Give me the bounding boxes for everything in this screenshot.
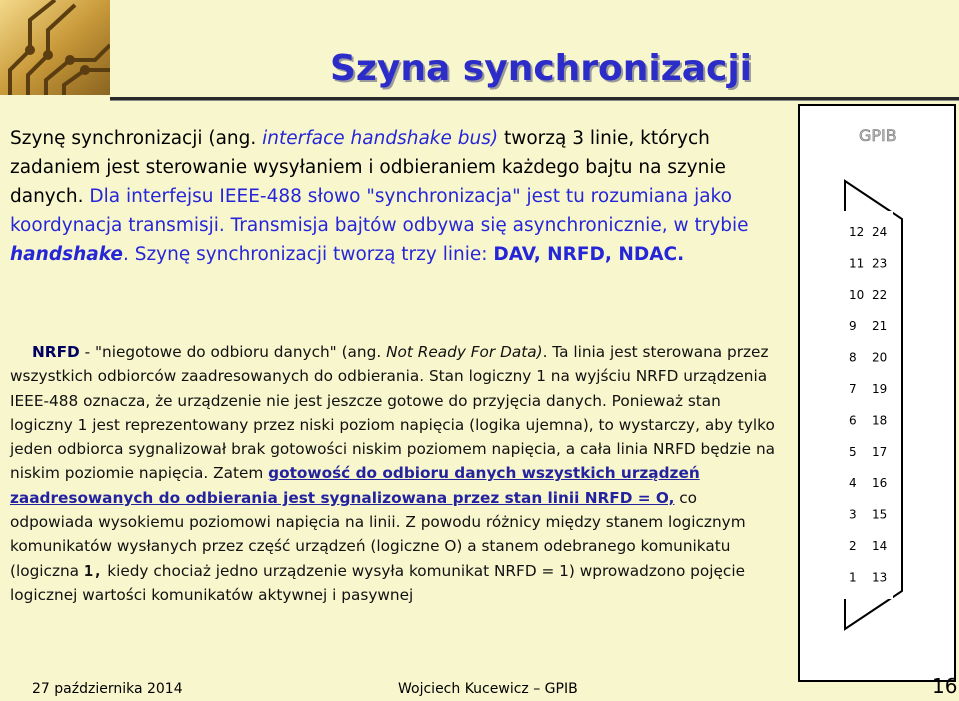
pin-2: 2 (849, 539, 857, 553)
pin-9: 9 (849, 319, 857, 334)
nrfd-text-2: Not Ready For Data) (386, 343, 543, 361)
pin-20: 20 (872, 350, 888, 365)
pin-7: 7 (849, 382, 857, 396)
gpib-connector-diagram (797, 103, 957, 683)
pin-13: 13 (872, 570, 888, 585)
intro-text-3: tworzą 3 linie, których zadaniem jest sterowanie wysyłaniem i odbieraniem każdego bajtu na szynie danych. (10, 128, 726, 207)
pin-22: 22 (872, 287, 888, 302)
pin-17: 17 (872, 444, 888, 459)
pin-3: 3 (849, 507, 857, 522)
intro-text-1: Szynę synchronizacji (ang. (10, 128, 263, 149)
nrfd-text-5: co odpowiada wysokiemu poziomowi napięcia na linii. Z powodu różnicy między stanem logicznym komunikatów wysłanych przez część urządzeń (logiczne O) a stanem odebranego komunikatu (logiczna (10, 488, 746, 580)
intro-text-7: DAV, NRFD, NDAC. (493, 244, 685, 265)
footer-author: Wojciech Kucewicz – GPIB (398, 681, 578, 697)
intro-paragraph (10, 124, 790, 269)
pin-5: 5 (849, 444, 857, 459)
intro-text-6: . Szynę synchronizacji tworzą trzy linie: (122, 244, 494, 265)
pin-24: 24 (872, 225, 888, 239)
connector-label: GPIB (859, 126, 897, 145)
nrfd-text-3: . Ta linia jest sterowana przez wszystkich odbiorców zaadresowanych do odbierania. Stan logiczny 1 na wyjściu NRFD urządzenia IEEE-488 oznacza, że urządzenie nie jest jeszcze gotowe do przyjęcia danych. Ponieważ stan logiczny 1 jest reprezentowany przez niski poziom napięcia (logika ujemna), to wystarczy, aby tylko jeden odbiorca sygnalizował brak gotowości niskim poziomem napięcia, a cała linia NRFD będzie na niskim poziomie napięcia. Zatem (10, 343, 776, 483)
title-divider (110, 97, 959, 100)
intro-text-4: Dla interfejsu IEEE-488 słowo "synchronizacja" jest tu rozumiana jako koordynacja transmisji. Transmisja bajtów odbywa się asynchronicznie, w trybie (10, 186, 749, 236)
nrfd-paragraph (10, 340, 785, 607)
pin-15: 15 (872, 507, 888, 522)
pin-8: 8 (849, 350, 857, 365)
nrfd-text-6: 1, (83, 561, 103, 580)
pin-1: 1 (849, 570, 857, 585)
logo-icon (0, 0, 110, 95)
pin-21: 21 (872, 319, 888, 334)
page-number: 16 (932, 674, 958, 698)
pin-12: 12 (849, 225, 865, 239)
nrfd-text-1: - "niegotowe do odbioru danych" (ang. (79, 343, 387, 361)
pin-6: 6 (849, 413, 857, 428)
pin-18: 18 (872, 413, 888, 428)
nrfd-highlight: gotowość do odbioru danych wszystkich urządzeń zaadresowanych do odbierania jest sygnalizowana przez stan linii NRFD = O, (10, 464, 700, 507)
footer-date: 27 października 2014 (32, 681, 183, 697)
pin-16: 16 (872, 476, 888, 491)
nrfd-text-7: kiedy chociaż jedno urządzenie wysyła komunikat NRFD = 1) wprowadzono pojęcie logicznej wartości komunikatów aktywnej i pasywnej (10, 561, 745, 604)
page-title: Szyna synchronizacji (330, 48, 753, 89)
pin-10: 10 (849, 287, 865, 302)
intro-text-2: interface handshake bus) (262, 128, 499, 149)
pin-14: 14 (872, 539, 888, 553)
pin-4: 4 (849, 476, 857, 491)
pin-11: 11 (849, 256, 865, 271)
pin-23: 23 (872, 256, 888, 271)
intro-text-5: handshake (10, 244, 123, 265)
nrfd-term: NRFD (32, 343, 80, 361)
pin-19: 19 (872, 382, 888, 396)
